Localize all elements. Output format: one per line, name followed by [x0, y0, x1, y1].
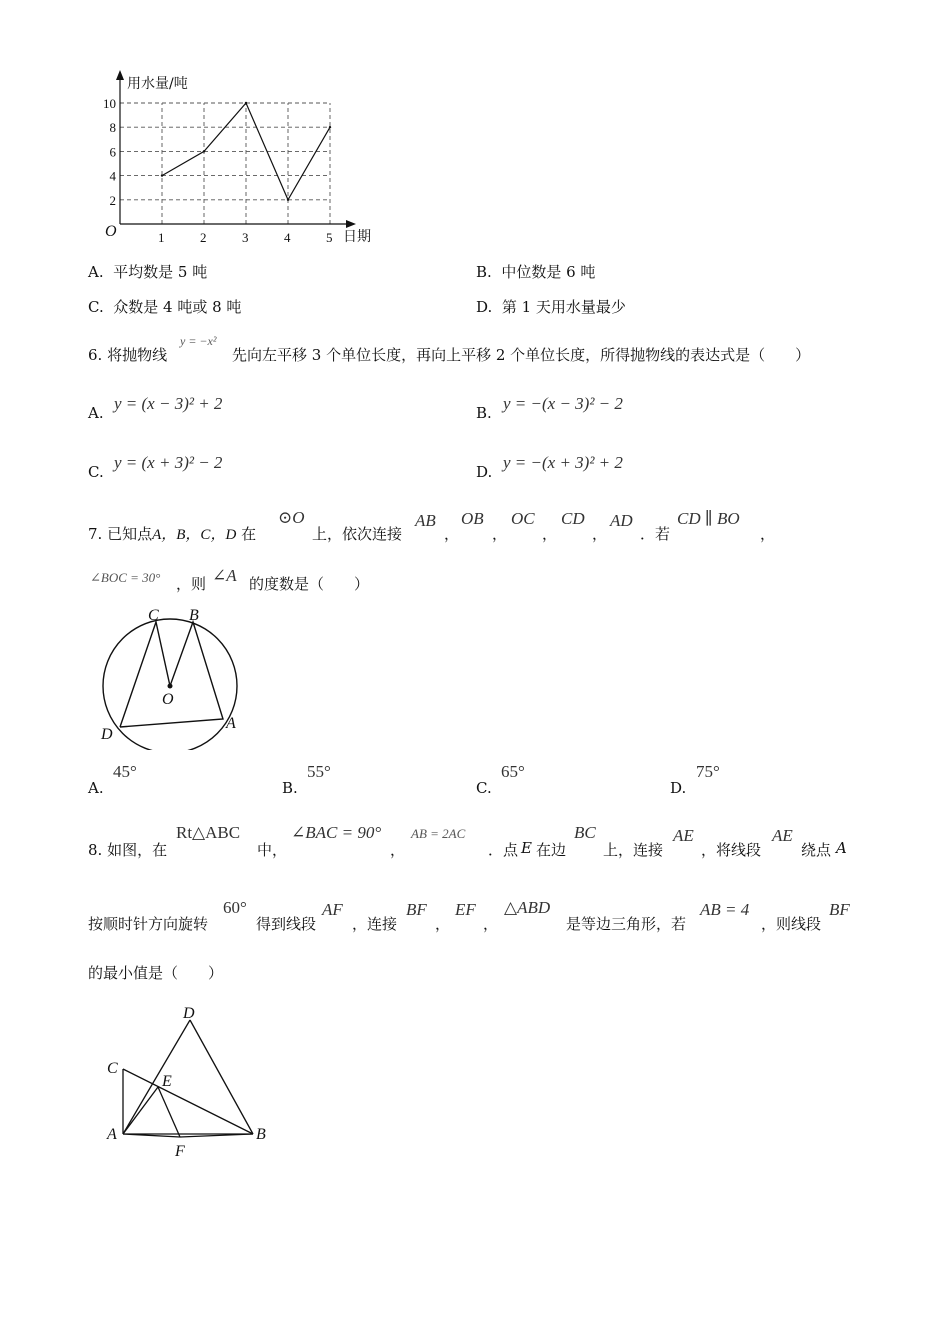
comma: ，	[492, 525, 508, 543]
q6-option-b[interactable]	[476, 404, 492, 422]
q8-angle: ∠BAC = 90°	[291, 823, 382, 842]
q7-option-d-value: 75°	[696, 762, 720, 781]
q8-text: 如图，在	[107, 841, 168, 859]
segment-ad	[123, 1020, 190, 1134]
q6-formula: y = −x²	[180, 334, 217, 348]
x-axis-arrow	[346, 220, 356, 228]
q8-triangle-figure	[100, 1000, 280, 1165]
data-point	[203, 150, 205, 152]
q7-text3: 上，依次连接	[312, 525, 403, 543]
option-letter: C.	[476, 779, 492, 797]
q8-stem-line2	[88, 913, 208, 934]
y-axis-arrow	[116, 70, 124, 80]
q7-option-c-value: 65°	[501, 762, 525, 781]
q8-stem-line3	[88, 962, 223, 983]
q8-text2: 中，	[257, 841, 288, 859]
option-text: 平均数是 5 吨	[113, 263, 208, 281]
q8-triangle: Rt△ABC	[176, 823, 241, 842]
q7-text4: ．若	[640, 525, 671, 543]
water-usage-line-chart	[90, 68, 390, 253]
y-tick-label: 8	[109, 120, 116, 136]
q8-ef: EF	[455, 900, 476, 919]
q8-ae: AE	[673, 826, 694, 845]
x-tick-label: 3	[242, 230, 249, 245]
q5-option-a[interactable]	[88, 261, 207, 282]
q8-af: AF	[322, 900, 343, 919]
data-point	[245, 102, 247, 104]
y-tick-label: 2	[109, 192, 116, 208]
x-tick-label: 1	[158, 230, 165, 245]
chart-y-axis-label: 用水量/吨	[127, 76, 188, 92]
option-text: 第 1 天用水量最少	[501, 298, 626, 316]
chart-grid	[120, 103, 330, 224]
chart-ticks	[103, 96, 333, 245]
q8-triangle-abd: △ABD	[504, 898, 551, 917]
q8-point-a: A	[836, 839, 847, 857]
q8-bf: BF	[406, 900, 427, 919]
comma: ，	[444, 525, 460, 543]
option-text: 众数是 4 吨或 8 吨	[113, 298, 242, 316]
q7-option-b[interactable]	[282, 779, 298, 797]
comma: ，	[592, 525, 608, 543]
data-point	[161, 174, 163, 176]
q7-points: A，B，C，D	[152, 527, 237, 543]
q7-text: 在	[241, 525, 257, 543]
q8-text3: ．点	[488, 841, 519, 859]
q8-side-bc: BC	[574, 823, 596, 842]
label-c: C	[107, 1060, 118, 1077]
comma: ，	[483, 915, 499, 933]
q7-parallel: CD ∥ BO	[677, 509, 740, 528]
q5-option-b[interactable]	[476, 261, 595, 282]
segment-ae	[123, 1087, 158, 1134]
q6-option-a[interactable]	[88, 404, 104, 422]
y-tick-label: 6	[109, 144, 116, 160]
question-number: 7.	[88, 525, 103, 543]
label-a: A	[226, 715, 236, 732]
label-c: C	[148, 607, 159, 624]
q7-segment-ad: AD	[610, 511, 633, 530]
q8-point-e: E	[521, 839, 532, 857]
q8-bf2: BF	[829, 900, 850, 919]
segment-db	[190, 1020, 253, 1134]
option-letter: B.	[476, 263, 492, 281]
q7-circle: ⊙O	[278, 508, 305, 527]
y-tick-label: 10	[103, 96, 116, 111]
q8-rotation: 60°	[223, 898, 247, 917]
chart-origin-label: O	[105, 223, 117, 240]
question-number: 6.	[88, 346, 103, 364]
q8-text7: 绕点	[801, 841, 832, 859]
q7-option-a-value: 45°	[113, 762, 137, 781]
q7-text6: 的度数是（ ）	[249, 575, 370, 593]
option-text: 中位数是 6 吨	[501, 263, 596, 281]
data-point	[287, 199, 289, 201]
q6-option-d[interactable]	[476, 463, 492, 481]
option-letter: A.	[88, 779, 104, 797]
q8-text6: ，将线段	[701, 841, 762, 859]
q5-option-d[interactable]	[476, 296, 626, 317]
comma: ，	[760, 525, 776, 543]
q7-segment-ab: AB	[415, 511, 436, 530]
option-letter: B.	[476, 404, 492, 422]
q7-option-b-value: 55°	[307, 762, 331, 781]
q8-stem-line1	[88, 839, 167, 860]
q7-text: ，则	[176, 575, 207, 593]
q7-circle-figure	[95, 600, 255, 750]
q7-option-a[interactable]	[88, 779, 104, 797]
q8-line2-text5: ，则线段	[761, 915, 822, 933]
label-d: D	[183, 1005, 195, 1022]
q7-angle-a: ∠A	[212, 566, 237, 585]
q7-stem-line2	[176, 573, 206, 594]
q8-text5: 上，连接	[603, 841, 664, 859]
option-letter: D.	[476, 298, 493, 316]
q8-line2-text3: ，连接	[352, 915, 398, 933]
x-tick-label: 4	[284, 230, 291, 245]
chart-axes	[116, 70, 356, 228]
option-letter: C.	[88, 463, 104, 481]
q7-segment-oc: OC	[511, 509, 535, 528]
option-letter: D.	[476, 463, 493, 481]
comma: ，	[542, 525, 558, 543]
q8-line2-text4: 是等边三角形，若	[566, 915, 687, 933]
label-e: E	[162, 1073, 172, 1090]
label-f: F	[175, 1143, 185, 1160]
label-a: A	[107, 1126, 117, 1143]
label-b: B	[256, 1126, 266, 1143]
chart-x-axis-label: 日期	[343, 229, 371, 245]
option-letter: A.	[88, 263, 104, 281]
q8-text4: 在边	[536, 841, 567, 859]
label-o: O	[162, 691, 174, 708]
q7-option-c[interactable]	[476, 779, 492, 797]
label-b: B	[189, 607, 199, 624]
q6-option-b-formula: y = −(x − 3)² − 2	[503, 394, 623, 413]
q6-option-d-formula: y = −(x + 3)² + 2	[503, 453, 623, 472]
q7-option-d[interactable]	[670, 779, 686, 797]
q6-text-after: 先向左平移 3 个单位长度，再向上平移 2 个单位长度，所得抛物线的表达式是（ ）	[232, 346, 811, 364]
question-number: 8.	[88, 841, 103, 859]
q8-ab4: AB = 4	[700, 900, 750, 919]
q6-option-c[interactable]	[88, 463, 104, 481]
comma: ，	[435, 915, 451, 933]
q8-text: 按顺时针方向旋转	[88, 915, 209, 933]
label-d: D	[101, 726, 113, 743]
q7-text: 已知点	[107, 525, 153, 543]
q7-segment-ob: OB	[461, 509, 484, 528]
option-letter: A.	[88, 404, 104, 422]
data-point	[329, 126, 331, 128]
q8-ae2: AE	[772, 826, 793, 845]
segment-ef	[158, 1087, 180, 1137]
q8-relation: AB = 2AC	[411, 826, 466, 841]
q6-option-a-formula: y = (x − 3)² + 2	[114, 394, 223, 413]
q6-stem	[88, 344, 167, 365]
q7-stem-line1	[88, 523, 256, 544]
x-tick-label: 5	[326, 230, 333, 245]
option-letter: C.	[88, 298, 104, 316]
q8-text: 的最小值是（ ）	[88, 964, 224, 982]
q6-option-c-formula: y = (x + 3)² − 2	[114, 453, 223, 472]
y-tick-label: 4	[109, 168, 116, 184]
x-tick-label: 2	[200, 230, 207, 245]
q7-segment-cd: CD	[561, 509, 585, 528]
polygon-dcoba	[120, 622, 223, 727]
q5-option-c[interactable]	[88, 296, 241, 317]
q8-line2-text2: 得到线段	[256, 915, 317, 933]
option-letter: D.	[670, 779, 687, 797]
comma: ，	[390, 841, 406, 859]
q6-text: 将抛物线	[107, 346, 168, 364]
option-letter: B.	[282, 779, 298, 797]
q7-angle: ∠BOC = 30°	[90, 570, 161, 585]
center-point	[168, 684, 173, 689]
